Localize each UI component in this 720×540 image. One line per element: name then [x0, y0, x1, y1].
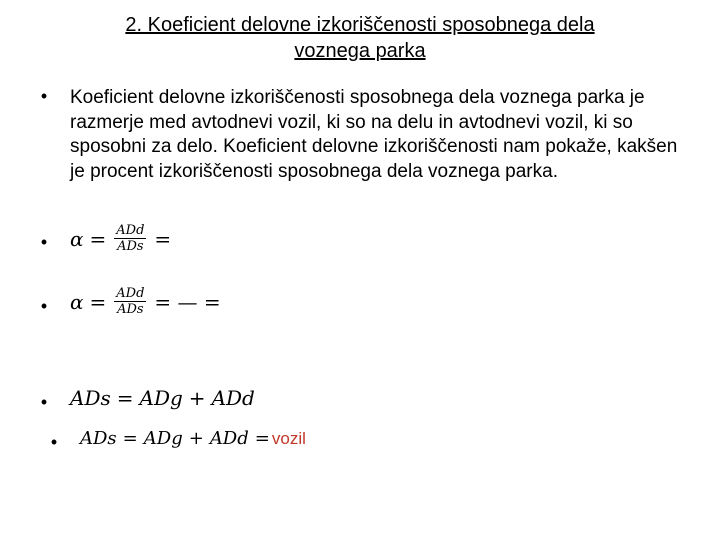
trailing-blank-fraction: = — = [154, 289, 221, 314]
alpha-symbol: α [70, 226, 84, 251]
formula-ads-sum-vozil [80, 428, 306, 449]
fraction [114, 286, 146, 317]
formula-ads-sum [70, 386, 255, 410]
fraction [114, 223, 146, 254]
equals-sign: = [122, 428, 138, 449]
term-ads: ADs [80, 428, 117, 449]
bullet-3: • [40, 296, 48, 316]
plus-sign: + [188, 428, 204, 449]
term-adg: ADg [139, 386, 183, 410]
trailing-equals: = [154, 226, 172, 251]
term-ads: ADs [70, 386, 111, 410]
equals-sign: = [89, 226, 107, 251]
slide-title-line-1: 2. Koeficient delovne izkoriščenosti sposobnega dela [125, 14, 595, 36]
equals-sign: = [89, 289, 107, 314]
slide-title-line-2: voznega parka [294, 40, 426, 62]
term-adg: ADg [143, 428, 183, 449]
formula-alpha-ratio [70, 223, 177, 254]
alpha-symbol: α [70, 289, 84, 314]
bullet-2: • [40, 232, 48, 252]
fraction-numerator: ADd [116, 286, 145, 301]
fraction-denominator: ADs [117, 302, 144, 317]
definition-paragraph: Koeficient delovne izkoriščenosti sposobnega dela voznega parka je razmerje med avtodnevi vozil, ki so na delu in avtodnevi vozil, ki so sposobni za delo. Koeficient delovne izkoriščenosti nam pokaže, kakšen je procent izkoriščenosti sposobnega dela voznega parka. [70, 87, 678, 182]
unit-vozil: vozil [271, 428, 306, 448]
bullet-1: • [40, 86, 48, 106]
bullet-4: • [40, 392, 48, 412]
bullet-5: • [50, 432, 58, 452]
equals-sign-2: = [254, 428, 270, 449]
equals-sign: = [116, 386, 134, 410]
term-add: ADd [209, 428, 249, 449]
plus-sign: + [188, 386, 206, 410]
term-add: ADd [211, 386, 255, 410]
fraction-denominator: ADs [117, 239, 144, 254]
slide-title [60, 12, 660, 64]
fraction-numerator: ADd [116, 223, 145, 238]
formula-alpha-ratio-blank [70, 286, 227, 317]
